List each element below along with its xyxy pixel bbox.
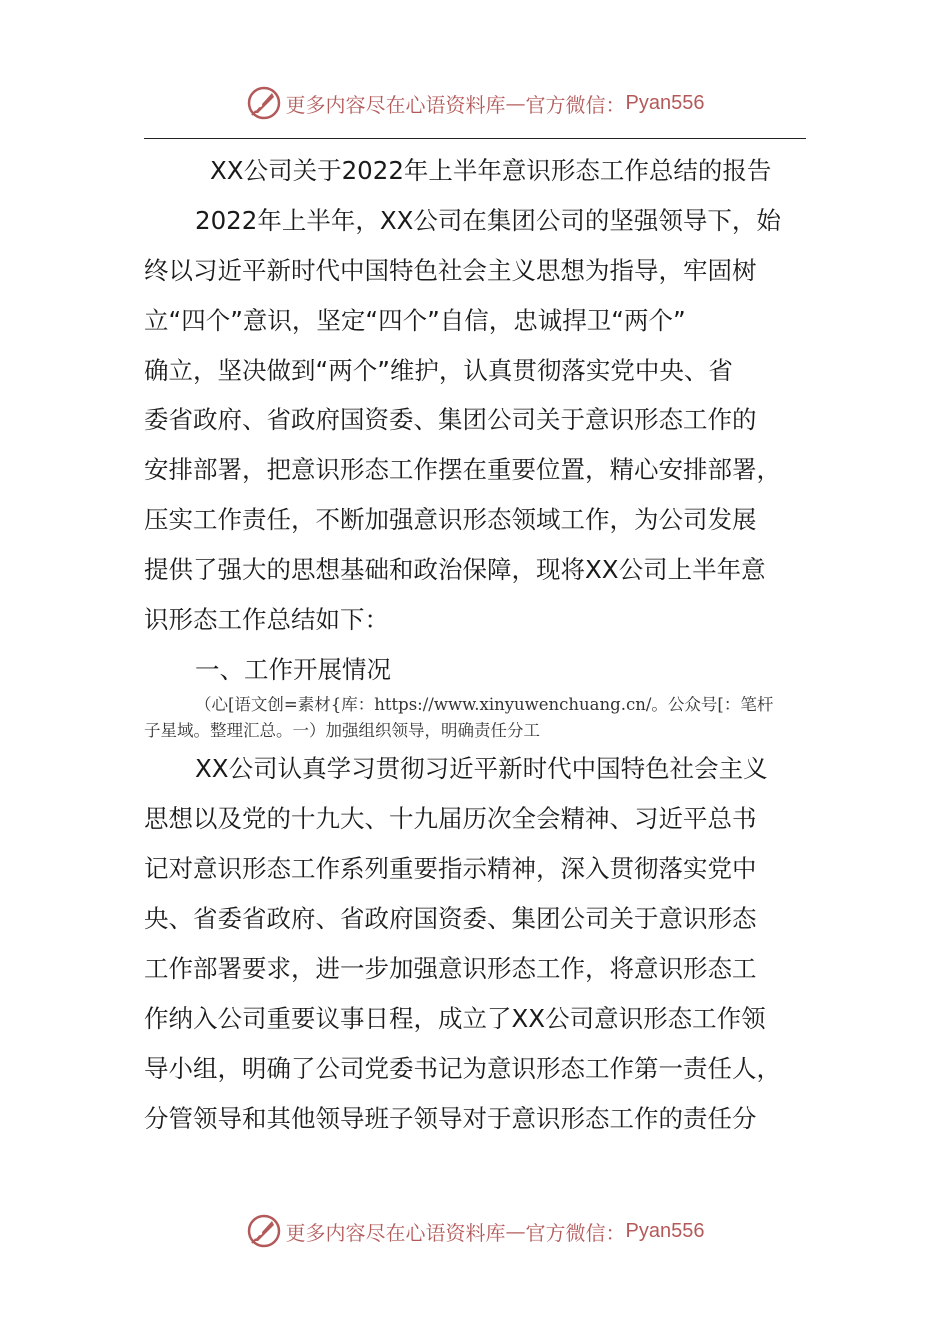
paragraph-line: 压实工作责任，不断加强意识形态领域工作，为公司发展 [144,505,757,534]
paragraph-line: 作纳入公司重要议事日程，成立了XX公司意识形态工作领 [144,1004,766,1033]
pen-feather-logo-icon [246,85,282,121]
paragraph-line: 思想以及党的十九大、十九届历次全会精神、习近平总书 [144,804,757,833]
paragraph-line: 确立，坚决做到“两个”维护，认真贯彻落实党中央、省 [144,356,733,385]
paragraph-line: 立“四个”意识，坚定“四个”自信，忠诚捍卫“两个” [144,306,686,335]
pen-feather-logo-icon [246,1213,282,1249]
paragraph-line: 央、省委省政府、省政府国资委、集团公司关于意识形态 [144,904,757,933]
header-banner [0,78,950,128]
paragraph-line: 工作部署要求，进一步加强意识形态工作，将意识形态工 [144,954,757,983]
banner-wechat-label: 官方微信： [525,92,626,117]
paragraph-line: 导小组，明确了公司党委书记为意识形态工作第一责任人， [144,1054,781,1083]
section-heading: 一、工作开展情况 [195,655,391,684]
banner-library-text: 更多内容尽在心语资料库 [285,92,506,117]
banner-dash: — [505,91,526,115]
banner-dash: — [505,1219,526,1243]
banner-wechat-id: Pyan556 [625,91,705,114]
note-line: 子星域。整理汇总。一）加强组织领导，明确责任分工 [144,721,540,740]
paragraph-line: XX公司认真学习贯彻习近平新时代中国特色社会主义 [195,754,768,783]
footer-banner [0,1206,950,1256]
paragraph-line: 分管领导和其他领导班子领导对于意识形态工作的责任分 [144,1104,757,1133]
paragraph-line: 提供了强大的思想基础和政治保障，现将XX公司上半年意 [144,555,766,584]
paragraph-line: 安排部署，把意识形态工作摆在重要位置，精心安排部署， [144,455,781,484]
paragraph-line: 识形态工作总结如下： [144,605,389,634]
paragraph-line: 记对意识形态工作系列重要指示精神，深入贯彻落实党中 [144,854,757,883]
banner-wechat-label: 官方微信： [525,1220,626,1245]
paragraph-line: 委省政府、省政府国资委、集团公司关于意识形态工作的 [144,405,757,434]
banner-library-text: 更多内容尽在心语资料库 [285,1220,506,1245]
note-line: （心[语文创=素材{库：https://www.xinyuwenchuang.cn/。公众号[：笔杆 [195,695,774,714]
banner-wechat-id: Pyan556 [625,1219,705,1242]
header-divider [144,138,806,139]
document-title: XX公司关于2022年上半年意识形态工作总结的报告 [210,156,772,185]
paragraph-line: 终以习近平新时代中国特色社会主义思想为指导，牢固树 [144,256,757,285]
paragraph-line: 2022年上半年，XX公司在集团公司的坚强领导下，始 [195,206,781,235]
